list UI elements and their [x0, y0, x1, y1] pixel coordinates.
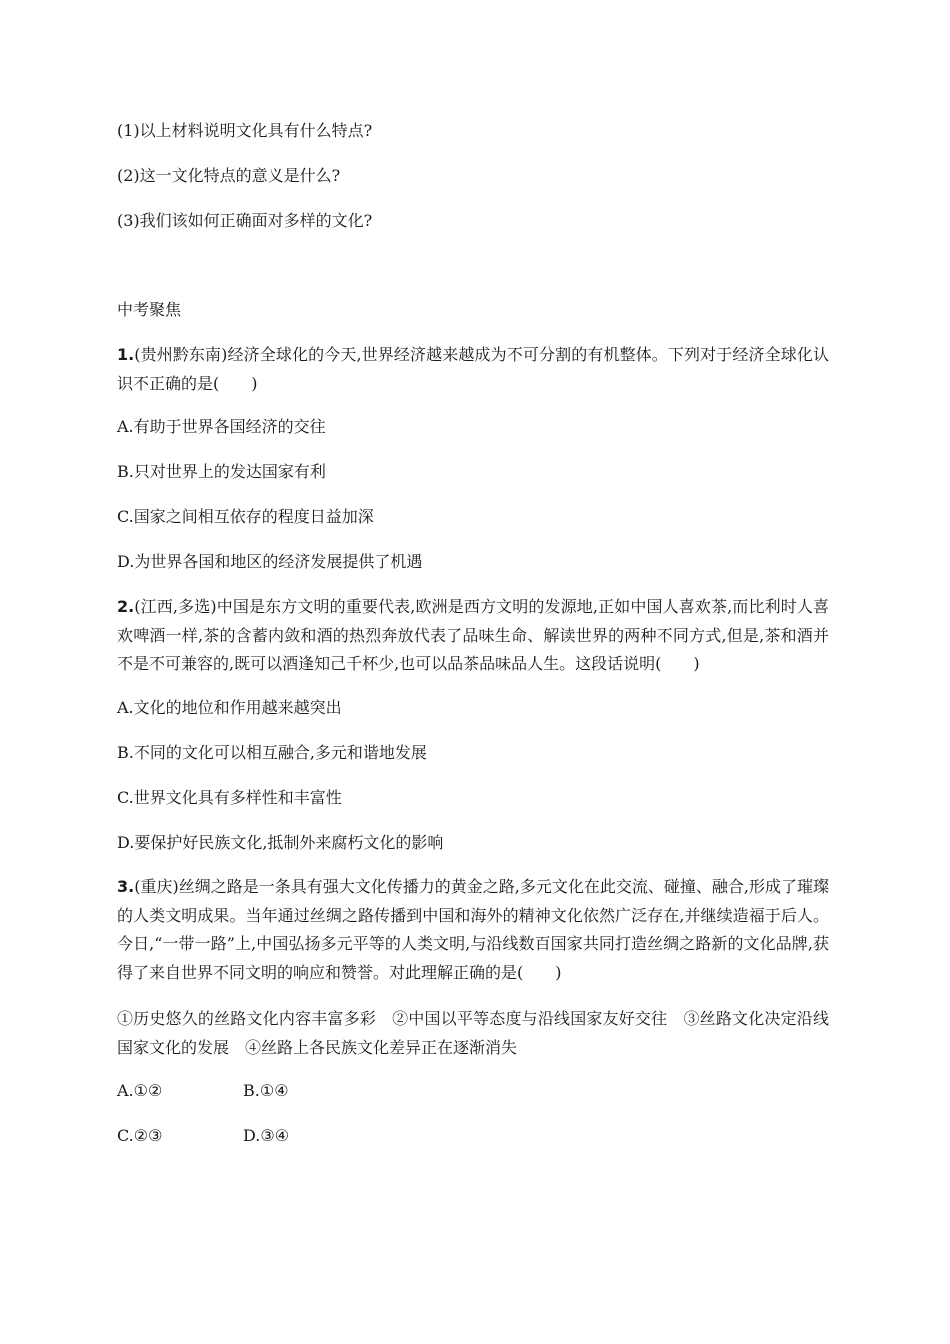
- question-3-statements: ①历史悠久的丝路文化内容丰富多彩 ②中国以平等态度与沿线国家友好交往 ③丝路文化决定沿线国家文化的发展 ④丝路上各民族文化差异正在逐渐消失: [117, 1009, 829, 1057]
- section-title: 中考聚焦: [117, 300, 182, 319]
- question-3-options-row-2: [117, 1123, 837, 1149]
- question-number: 3.: [117, 877, 135, 896]
- question-3-options-row-1: [117, 1078, 837, 1104]
- sub-question-2: (2)这一文化特点的意义是什么?: [117, 166, 341, 185]
- question-text: (江西,多选)中国是东方文明的重要代表,欧洲是西方文明的发源地,正如中国人喜欢茶,而比利时人喜欢啤酒一样,茶的含蓄内敛和酒的热烈奔放代表了品味生命、解读世界的两种不同方式,但是,茶和酒并不是不可兼容的,既可以酒逢知己千杯少,也可以品茶品味品人生。这段话说明( ): [117, 597, 829, 673]
- question-2-option-d: D.要保护好民族文化,抵制外来腐朽文化的影响: [117, 833, 444, 852]
- sub-question-3: (3)我们该如何正确面对多样的文化?: [117, 211, 373, 230]
- question-1-stem: [117, 341, 829, 398]
- question-2-option-a: A.文化的地位和作用越来越突出: [117, 698, 342, 717]
- question-1-option-d: D.为世界各国和地区的经济发展提供了机遇: [117, 552, 423, 571]
- question-1-option-b: B.只对世界上的发达国家有利: [117, 462, 326, 481]
- sub-question-1: (1)以上材料说明文化具有什么特点?: [117, 121, 373, 140]
- question-text: (贵州黔东南)经济全球化的今天,世界经济越来越成为不可分割的有机整体。下列对于经济全球化认识不正确的是( ): [117, 345, 829, 393]
- question-3-stem: [117, 873, 829, 987]
- question-number: 1.: [117, 345, 135, 364]
- question-1-option-c: C.国家之间相互依存的程度日益加深: [117, 507, 374, 526]
- question-3-option-b: B.①④: [243, 1081, 289, 1100]
- question-3-option-d: D.③④: [243, 1126, 290, 1145]
- question-2-stem: [117, 593, 829, 679]
- question-1-option-a: A.有助于世界各国经济的交往: [117, 417, 326, 436]
- question-2-option-c: C.世界文化具有多样性和丰富性: [117, 788, 342, 807]
- question-text: (重庆)丝绸之路是一条具有强大文化传播力的黄金之路,多元文化在此交流、碰撞、融合,形成了璀璨的人类文明成果。当年通过丝绸之路传播到中国和海外的精神文化依然广泛存在,并继续造福于后人。今日,“一带一路”上,中国弘扬多元平等的人类文明,与沿线数百国家共同打造丝绸之路新的文化品牌,获得了来自世界不同文明的响应和赞誉。对此理解正确的是( ): [117, 877, 829, 982]
- question-3-option-c: C.②③: [117, 1126, 163, 1145]
- question-number: 2.: [117, 597, 135, 616]
- question-3-option-a: A.①②: [117, 1081, 163, 1100]
- question-2-option-b: B.不同的文化可以相互融合,多元和谐地发展: [117, 743, 427, 762]
